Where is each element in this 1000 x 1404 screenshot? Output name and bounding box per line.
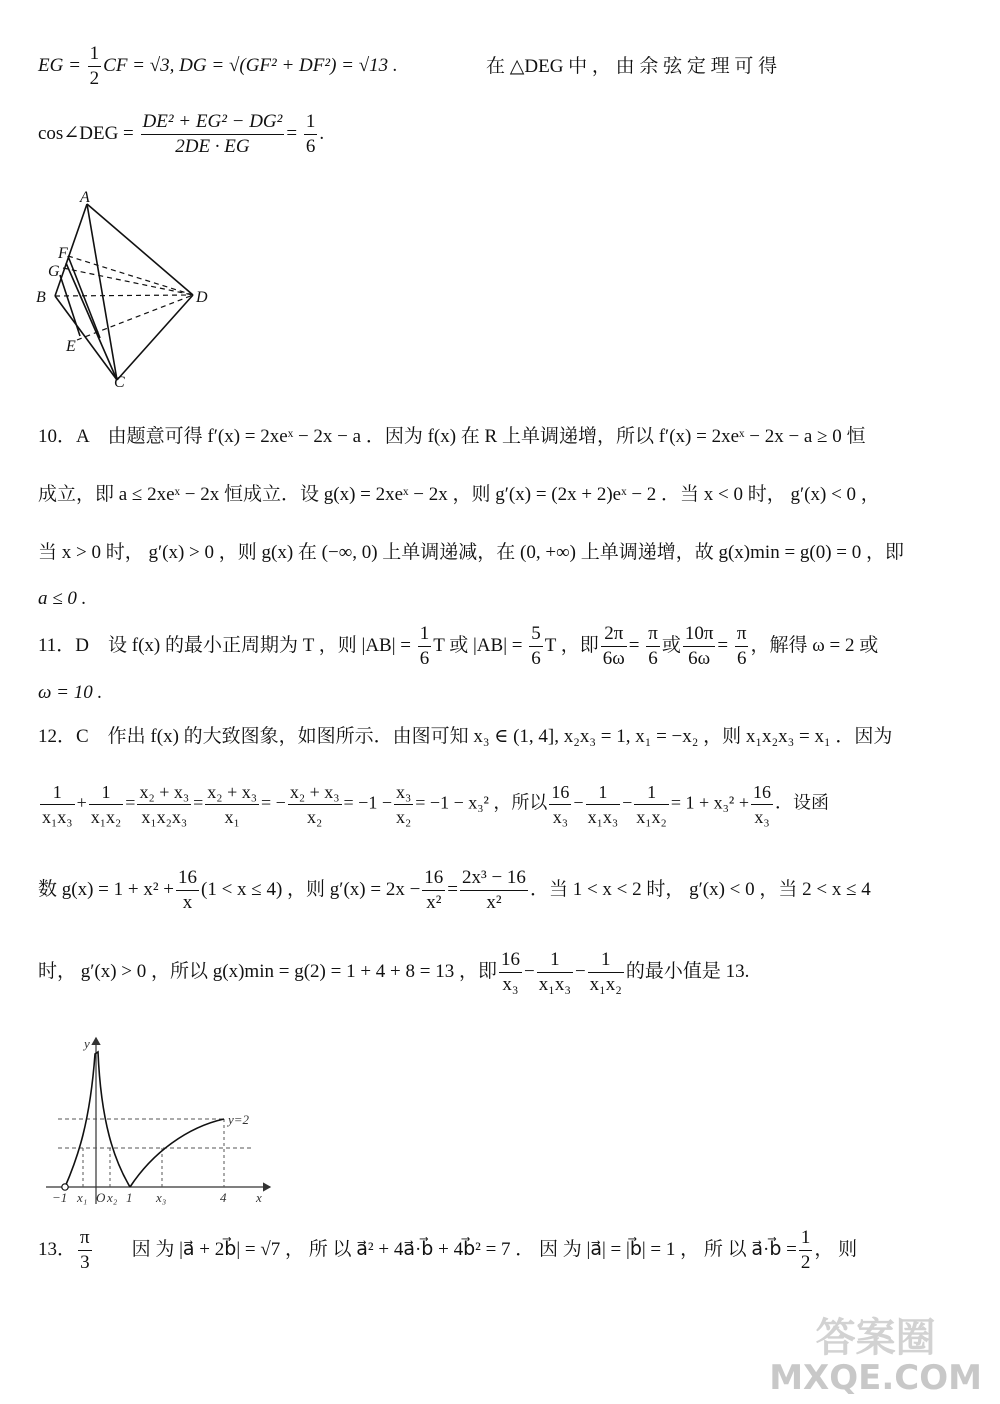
eq-cos-label: cos∠DEG = [38,122,139,144]
fraction-den: x² [422,890,445,915]
label-C: C [114,374,125,388]
op: = −1 − x₃² ，所以 [415,792,548,813]
q11-text-g: T ，即 [544,634,599,656]
q12-text-3a: 数 g(x) = 1 + x² + [38,878,174,900]
q11-text-a: 11．D 设 f(x) 的最小正周期为 T ，则 |AB| = [38,634,416,656]
eq-equals: = [286,122,302,144]
q10-text-4: a ≤ 0 . [38,588,87,609]
label-G: G [48,263,60,280]
fraction-den: 6 [305,136,316,157]
fraction-num: 2π [604,623,624,644]
fraction-den: 6 [531,648,541,669]
fraction-sixth [304,110,318,159]
fraction [751,780,773,829]
fraction-num: 1 [550,949,560,970]
watermark-text: MXQE.COM [769,1358,982,1398]
tetrahedron-figure [30,188,230,388]
fraction-num: 1 [647,782,657,802]
q13-text-c: ， 则 [814,1238,858,1260]
tick-label-1: 1 [126,1190,133,1205]
fraction-den: x₁x₂x₃ [137,804,191,829]
fraction-num: 1 [419,623,430,644]
q12-text-3b: (1 < x ≤ 4) ，则 g′(x) = 2x − [201,878,421,900]
label-B: B [36,289,46,306]
op: ．设函 [774,792,829,813]
fraction-den: x₁x₃ [586,804,621,829]
fraction-num: 16 [752,782,771,802]
q12-line-2 [38,780,960,836]
fraction-num: 1 [52,782,62,802]
fraction-num: 1 [101,782,111,802]
fraction-num: π [736,623,747,644]
fraction [735,622,749,671]
q12-line-3 [38,866,960,922]
function-graph-figure [38,1032,288,1212]
text-law-of-cosines: 在 △DEG 中 ， 由 余 弦 定 理 可 得 [486,56,778,77]
tick-label-x1: x₁ [77,1190,88,1205]
q11-text-s: ，解得 ω = 2 或 [750,634,879,656]
tick-label-x2: x₂ [107,1190,118,1205]
y-axis-label: y [84,1036,90,1051]
fraction-den: x₁x₂ [634,804,669,829]
fraction [394,780,413,829]
fraction-num: 1 [305,111,316,132]
q12-line-4 [38,948,960,1004]
fraction-den: x₃ [549,804,571,829]
fraction-den: 3 [78,1250,92,1275]
fraction-num: 10π [684,623,714,644]
q10-line-1 [38,424,960,450]
fraction [176,866,199,915]
label-D: D [196,289,208,306]
fraction-num: 16 [424,867,444,888]
fraction-num: 1 [601,949,611,970]
q10-text-1: 10．A 由题意可得 f′(x) = 2xeˣ − 2x − a ．因为 f(x) 在 R 上单调递增，所以 f′(x) = 2xeˣ − 2x − a ≥ 0 恒 [38,426,866,447]
q10-line-4 [38,586,960,612]
fraction-den: 2DE · EG [141,134,285,159]
fraction-num: x₂ + x₃ [139,782,190,802]
fraction-den: 6 [735,646,749,671]
fraction-den: 6 [646,646,660,671]
fraction-den: x₁x₃ [40,804,75,829]
q13-text-b: 因 为 |a⃗ + 2b⃗| = √7 ， 所 以 a⃗² + 4a⃗·b⃗ + 4b⃗² = 7 ． 因 为 |a⃗| = |b⃗| = 1 ， 所 以 a⃗·b⃗ = [131,1238,797,1260]
fraction-den: 6 [419,648,430,669]
eq-eg-start: EG = [38,54,86,76]
q13-number: 13． [38,1238,77,1260]
fraction-num: x₃ [395,782,412,802]
q12-text-1: 12．C 作出 f(x) 的大致图象，如图所示．由图可知 x₃ ∈ (1, 4], x₂x₃ = 1, x₁ = −x₂ ，则 x₁x₂x₃ = x₁ ．因为 [38,726,893,747]
fraction [422,866,445,915]
q11-line-2 [38,680,960,706]
text-line-eg [38,42,960,94]
fraction [205,780,259,829]
fraction-num: DE² + EG² − DG² [142,111,283,132]
fraction-half [88,42,102,91]
fraction-den: 6ω [683,646,716,671]
fraction [537,948,573,997]
q10-text-3: 当 x > 0 时， g′(x) > 0 ，则 g(x) 在 (−∞, 0) 上单调递减，在 (0, +∞) 上单调递增，故 g(x)min = g(0) = 0 ，即 [38,542,905,563]
text-line-cos [38,110,960,166]
fraction-num: 16 [500,949,520,970]
fraction [78,1226,92,1275]
label-A: A [80,189,90,206]
eq-cf-dg: CF = √3, DG = √(GF² + DF²) = √13 . [103,54,398,76]
fraction [288,780,342,829]
fraction [89,780,124,829]
fraction [646,622,660,671]
fraction [529,622,543,671]
q12-text-3d: ．当 1 < x < 2 时， g′(x) < 0 ，当 2 < x ≤ 4 [529,878,871,900]
op: = 1 + x₃² + [670,792,749,813]
q11-text-2: ω = 10 . [38,682,103,703]
q12-text-4b: 的最小值是 13. [625,960,750,982]
fraction-den: x₁ [205,804,259,829]
q12-text-4a: 时， g′(x) > 0 ，所以 g(x)min = g(2) = 1 + 4 + 8 = 13 ，即 [38,960,497,982]
fraction [683,622,716,671]
op: − [574,960,586,982]
fraction-den: 6ω [602,648,625,669]
fraction-den: x₃ [751,804,773,829]
fraction-num: 5 [531,623,541,644]
fraction-den: x₃ [499,972,522,997]
q11-line-1 [38,622,960,676]
fraction [601,622,627,671]
fraction [799,1226,813,1275]
q12-line-1 [38,724,960,750]
op: = −1 − [343,792,392,813]
fraction-num: π [80,1227,90,1248]
fraction [586,780,621,829]
fraction-den: 2 [89,68,100,89]
q10-line-3 [38,540,960,566]
q10-text-2: 成立，即 a ≤ 2xeˣ − 2x 恒成立．设 g(x) = 2xeˣ − 2x ，则 g′(x) = (2x + 2)eˣ − 2 ．当 x < 0 时， g′(x) < 0 ， [38,484,880,505]
fraction-den: x₂ [394,804,413,829]
x-axis-label: x [256,1190,262,1205]
fraction [499,948,522,997]
fraction [137,780,191,829]
fraction-num: 1 [800,1227,811,1248]
eq-period: . [319,122,325,144]
fraction-den: x [176,890,199,915]
fraction [418,622,432,671]
q13-line-1 [38,1226,960,1282]
fraction [460,866,528,915]
watermark [769,1316,982,1396]
fraction-num: 1 [89,43,100,64]
label-E: E [66,338,76,355]
watermark-logo: 答案圈 [815,1315,936,1361]
op: − [573,792,584,813]
fraction [549,780,571,829]
fraction-den: 2 [800,1252,811,1273]
fraction-num: π [648,623,658,644]
fraction-num: x₂ + x₃ [207,782,257,802]
fraction-den: x₁x₂ [589,974,622,995]
op: = [447,878,459,900]
q11-text-m: 或 [661,634,681,656]
tick-label-origin: O [96,1190,106,1205]
fraction [634,780,669,829]
op: = [193,792,204,813]
fraction-num: 16 [178,867,197,888]
q11-text-p: = [717,634,733,656]
fraction-num: 16 [551,782,570,802]
fraction-den: x₁x₂ [89,804,124,829]
fraction-den: x₁x₃ [538,974,571,995]
op: = − [261,792,286,813]
fraction-num: x₂ + x₃ [289,782,340,802]
q11-text-j: = [628,634,645,656]
fraction-num: 2x³ − 16 [462,867,526,888]
label-F: F [58,245,68,262]
fraction [588,948,624,997]
op: − [622,792,633,813]
fraction-cos [141,110,285,159]
fraction-den: x₂ [288,804,342,829]
asymptote-label: y=2 [228,1112,250,1127]
op: + [76,792,87,813]
fraction-den: x² [460,890,528,915]
tick-label-4: 4 [220,1190,227,1205]
fraction [40,780,75,829]
op: = [125,792,136,813]
tick-label-neg1: −1 [52,1190,68,1205]
tick-label-x3: x₃ [156,1190,167,1205]
q10-line-2 [38,482,960,508]
q11-text-d: T 或 |AB| = [433,634,528,656]
fraction-num: 1 [598,782,608,802]
op: − [523,960,535,982]
